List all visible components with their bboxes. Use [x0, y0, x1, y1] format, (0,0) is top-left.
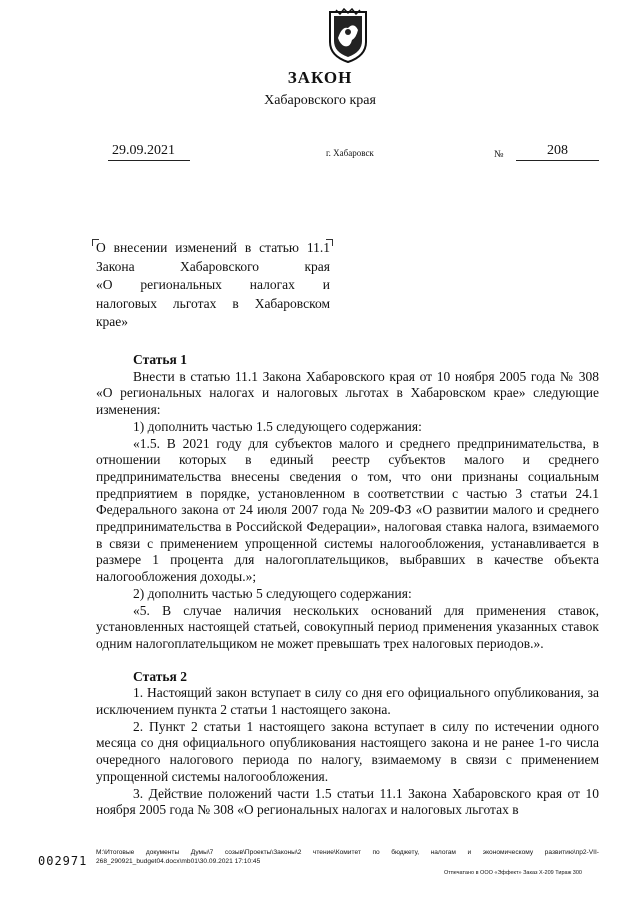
article-2-paragraph: 3. Действие положений части 1.5 статьи 11.1 Закона Хабаровского края от 10 ноября 2005 года № 308 «О региональных налогах и налоговых льготах в	[96, 785, 599, 818]
city-label: г. Хабаровск	[326, 148, 374, 158]
article-1-paragraph: «5. В случае наличия нескольких оснований для применения ставок, установленных настоящей статьей, совокупный период применения указанных ставок одним налогоплательщиком не может превышать трех налоговых периодов.».	[96, 602, 599, 651]
coat-of-arms-emblem	[326, 8, 370, 64]
file-path-note: M:\Итоговые документы Думы\7 созыв\Проекты\Законы\2 чтение\Комитет по бюджету, налогам и экономическому развитию\пр2-VII-268_290921_budget04.docx\mb01\30.09.2021 17:10:45	[96, 849, 599, 865]
article-1-paragraph: Внести в статью 11.1 Закона Хабаровского края от 10 ноября 2005 года № 308 «О региональных налогах и налоговых льготах в Хабаровском крае» следующие изменения:	[96, 368, 599, 418]
subject-line: О внесении изменений в статью 11.1	[96, 240, 330, 255]
article-2-paragraph: 1. Настоящий закон вступает в силу со дня его официального опубликования, за исключением пункта 2 статьи 1 настоящего закона.	[96, 685, 599, 718]
law-subject	[96, 239, 330, 332]
region-subtitle: Хабаровского края	[264, 93, 376, 108]
print-note: Отпечатано в ООО «Эффект» Заказ Х-209 Тираж 300	[444, 870, 582, 876]
article-2-heading: Статья 2	[133, 668, 187, 684]
subject-line: Закона Хабаровского края	[96, 258, 330, 274]
article-1-paragraph: 1) дополнить частью 1.5 следующего содержания:	[133, 418, 422, 434]
subject-line: налоговых льготах в Хабаровском	[96, 295, 330, 311]
number-label: №	[494, 149, 504, 160]
registration-stamp-number: 002971	[38, 854, 88, 868]
article-1-paragraph: 2) дополнить частью 5 следующего содержания:	[133, 585, 412, 601]
document-date: 29.09.2021	[108, 143, 190, 161]
subject-line: «О региональных налогах и	[96, 277, 330, 292]
document-title: ЗАКОН	[287, 68, 353, 87]
article-1-heading: Статья 1	[133, 352, 187, 367]
article-2-paragraph: 2. Пункт 2 статьи 1 настоящего закона вступает в силу по истечении одного месяца со дня официального опубликования настоящего закона и не ранее 1-го числа очередного налогового периода по налогу, взимаемому в связи с применением упрощенной системы налогообложения.	[96, 718, 599, 784]
document-number: 208	[516, 143, 599, 161]
subject-line: крае»	[96, 314, 129, 329]
law-body	[96, 352, 599, 819]
article-1-paragraph: «1.5. В 2021 году для субъектов малого и среднего предпринимательства, в отношении которых в единый реестр субъектов малого и среднего предпринимательства внесены сведения о том, что они признаны социальным предприятием в порядке, установленном в соответствии с частью 3 статьи 24.1 Федерального закона от 24 июля 2007 года № 209-ФЗ «О развитии малого и среднего предпринимательства в Российской Федерации», налоговая ставка налога, взимаемого в связи с применением упрощенной системы налогообложения, устанавливается в размере 1 процента для налогоплательщиков, выбравших в качестве объекта налогообложения доходы.»;	[96, 435, 599, 585]
